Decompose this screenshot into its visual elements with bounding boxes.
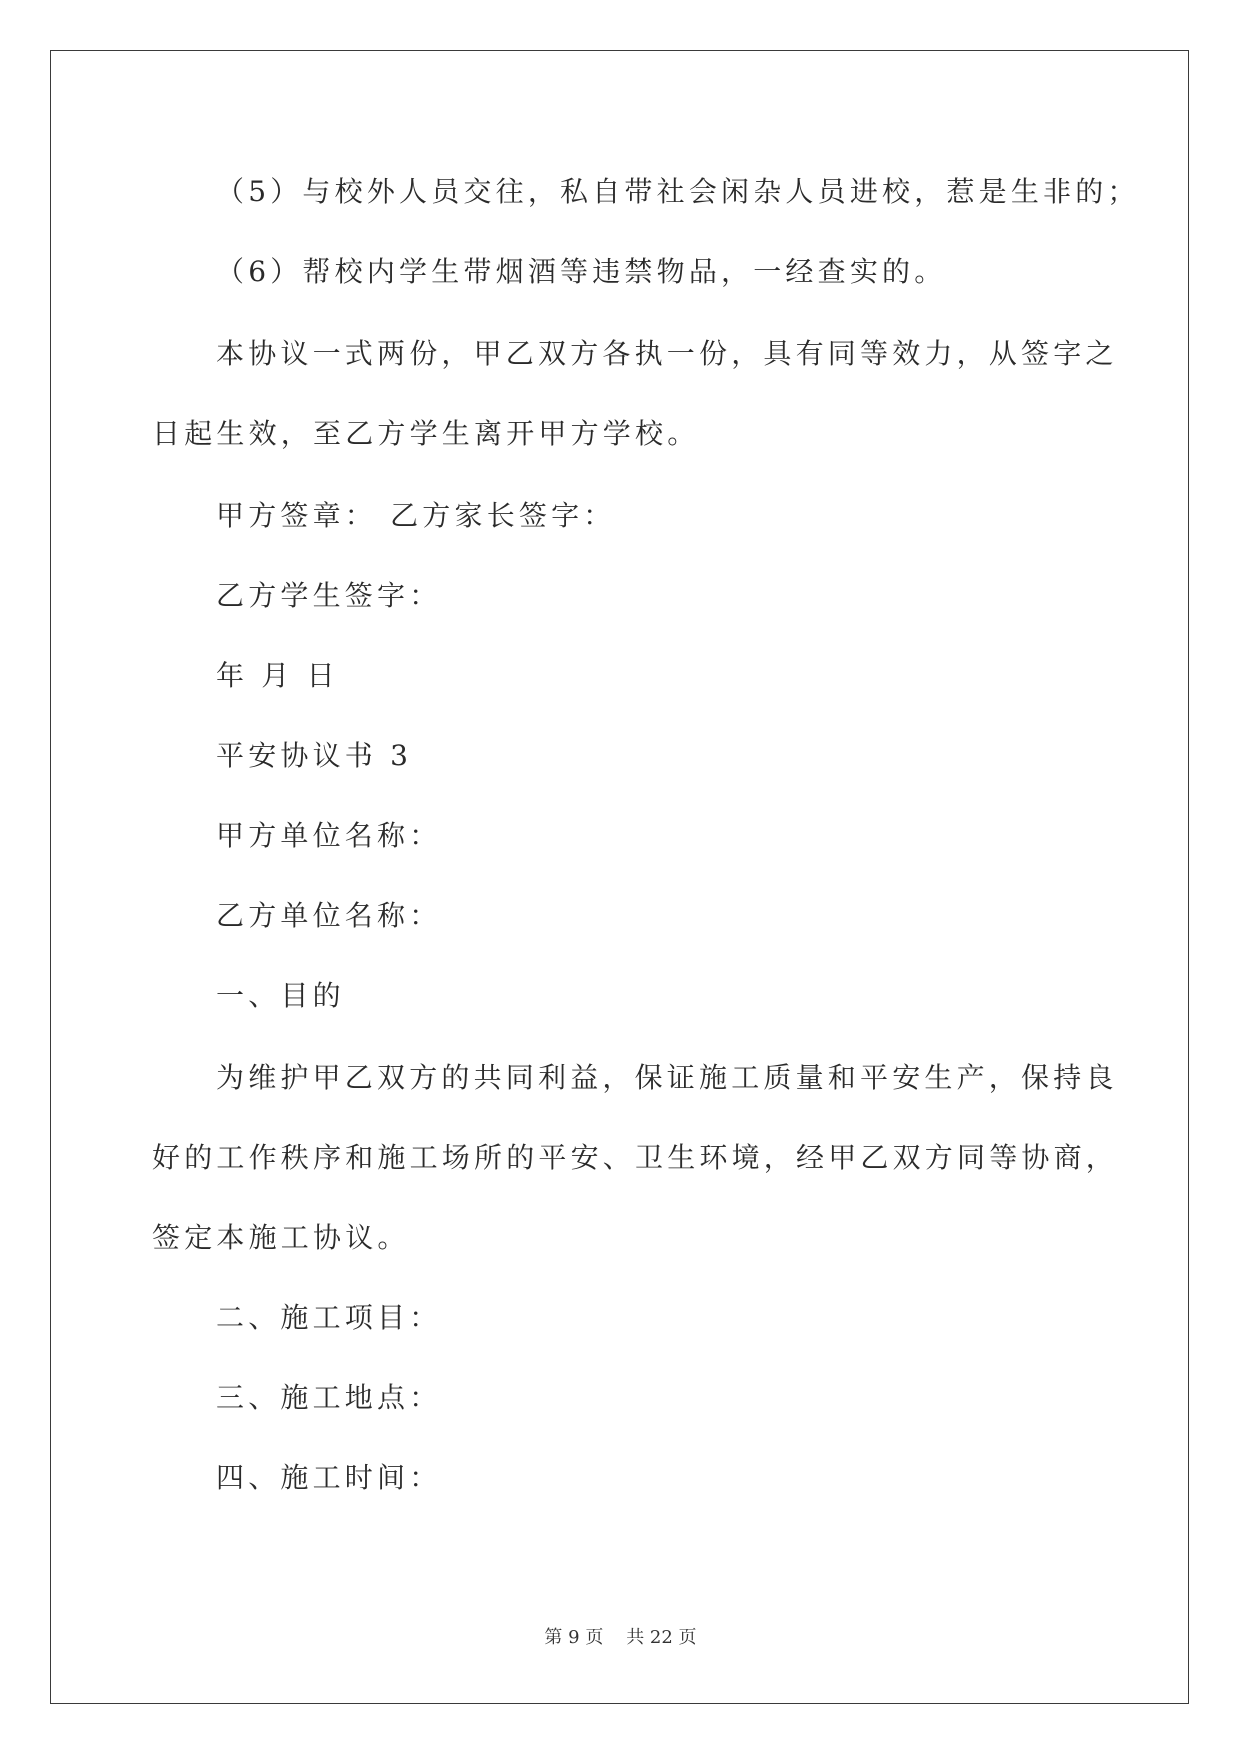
heading-purpose: 一、目的 xyxy=(216,979,345,1012)
clause-5: （5）与校外人员交往，私自带社会闲杂人员进校，惹是生非的； xyxy=(216,175,1140,208)
party-b-name-line: 乙方单位名称： xyxy=(216,899,442,932)
heading-time: 四、施工时间： xyxy=(216,1461,442,1494)
paragraph-line: 为维护甲乙双方的共同利益，保证施工质量和平安生产，保持良 xyxy=(216,1061,1118,1094)
heading-project: 二、施工项目： xyxy=(216,1301,442,1334)
heading-location: 三、施工地点： xyxy=(216,1381,442,1414)
party-a-name-line: 甲方单位名称： xyxy=(216,819,442,852)
clause-6: （6）帮校内学生带烟酒等违禁物品，一经查实的。 xyxy=(216,255,947,288)
paragraph-line: 好的工作秩序和施工场所的平安、卫生环境，经甲乙双方同等协商， xyxy=(152,1141,1119,1174)
section-title: 平安协议书 3 xyxy=(216,739,413,772)
paragraph-line: 日起生效，至乙方学生离开甲方学校。 xyxy=(152,417,700,450)
date-line: 年 月 日 xyxy=(216,659,339,692)
paragraph-line: 本协议一式两份，甲乙双方各执一份，具有同等效力，从签字之 xyxy=(216,337,1118,370)
signature-line-student: 乙方学生签字： xyxy=(216,579,442,612)
signature-line-party-a: 甲方签章： 乙方家长签字： xyxy=(216,499,616,532)
paragraph-line: 签定本施工协议。 xyxy=(152,1221,410,1254)
page-frame xyxy=(50,50,1189,1704)
page-number: 第 9 页 共 22 页 xyxy=(544,1627,697,1648)
